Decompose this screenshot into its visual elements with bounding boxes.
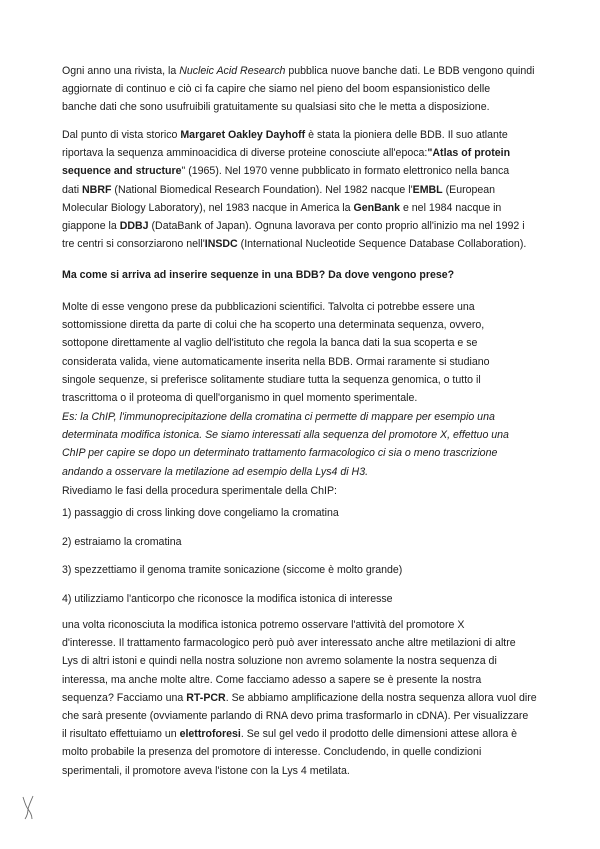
- text-line: singole sequenze, si preferisce solitamente studiare tutta la sequenza genomica, o tutto il: [62, 373, 481, 386]
- text-line: riportava la sequenza amminoacidica di diverse proteine conosciute all'epoca:"Atlas of protein: [62, 147, 511, 160]
- text-line: 3) spezzettiamo il genoma tramite sonicazione (siccome è molto grande): [62, 564, 403, 576]
- text-line: [62, 408, 558, 426]
- chip-step-1: [62, 504, 558, 522]
- handwritten-scribble-icon: [20, 795, 36, 821]
- chip-step-4: [62, 590, 558, 608]
- text-line: [62, 444, 558, 462]
- bold-term: GenBank: [353, 201, 401, 214]
- chip-step-2: [62, 533, 558, 551]
- italic-text: Es: la ChIP, l'immunoprecipitazione della cromatina ci permette di mappare per esempio una: [62, 411, 495, 423]
- text-line: Ogni anno una rivista, la Nucleic Acid Research pubblica nuove banche dati. Le BDB vengono quindi: [62, 65, 535, 77]
- bold-term: Margaret Oakley Dayhoff: [180, 129, 306, 141]
- paragraph-sources: [62, 298, 558, 407]
- text-line: Dal punto di vista storico Margaret Oakley Dayhoff è stata la pioniera delle BDB. Il suo atlante: [62, 129, 508, 141]
- bold-term: INSDC: [204, 238, 238, 251]
- text-line: banche dati che sono usufruibili gratuitamente su qualsiasi sito che le metta a disposizione.: [62, 101, 490, 114]
- text-line: dati NBRF (National Biomedical Research Foundation). Nel 1982 nacque l'EMBL (European: [62, 183, 496, 196]
- bold-term: sequence and structure: [62, 165, 182, 178]
- text-line: sottopone direttamente al vaglio dell'istituto che regola la banca dati la sua scoperta e se: [62, 337, 478, 350]
- text-line: sequenza? Facciamo una RT-PCR. Se abbiamo amplificazione della nostra sequenza allora vuol dire: [62, 691, 537, 704]
- text-line: d'interesse. Il trattamento farmacologico però può aver interessato anche altre metilazioni di altre: [62, 637, 516, 650]
- bold-term: "Atlas of protein: [427, 147, 511, 160]
- paragraph-chip-intro: [62, 482, 558, 500]
- text-line: molto probabile la presenza del promotore di interesse. Concludendo, in quelle condizioni: [62, 746, 482, 759]
- text-line: Molecular Biology Laboratory), nel 1983 nacque in America la GenBank e nel 1984 nacque in: [62, 201, 502, 214]
- italic-text: andando a osservare la metilazione ad esempio della Lys4 di H3.: [62, 465, 369, 478]
- text-line: trascrittoma o il proteoma di quell'organismo in quel momento sperimentale.: [62, 392, 418, 405]
- bold-term: EMBL: [412, 183, 443, 196]
- section-heading: Ma come si arriva ad inserire sequenze in una BDB? Da dove vengono prese?: [62, 269, 455, 281]
- text-line: [62, 426, 558, 444]
- chip-step-3: [62, 561, 558, 579]
- text-line: [62, 463, 558, 481]
- italic-text: determinata modifica istonica. Se siamo interessati alla sequenza del promotore X, effettuo una: [62, 429, 509, 442]
- text-line: Lys di altri istoni e quindi nella nostra soluzione non avremo solamente la nostra sequenza di: [62, 655, 497, 668]
- text-line: Rivediamo le fasi della procedura sperimentale della ChIP:: [62, 485, 337, 497]
- italic-text: Nucleic Acid Research: [179, 65, 286, 77]
- bold-term: NBRF: [82, 183, 112, 196]
- text-line: che sarà presente (ovviamente parlando di RNA devo prima trasformarlo in cDNA). Per visualizzare: [62, 710, 529, 723]
- text-line: considerata valida, viene automaticamente inserita nella BDB. Ormai raramente si studiano: [62, 355, 490, 368]
- text-line: una volta riconosciuta la modifica istonica potremo osservare l'attività del promotore X: [62, 619, 465, 631]
- text-line: 2) estraiamo la cromatina: [62, 536, 182, 548]
- text-line: Molte di esse vengono prese da pubblicazioni scientifici. Talvolta ci potrebbe essere una: [62, 301, 475, 313]
- text-line: 4) utilizziamo l'anticorpo che riconosce la modifica istonica di interesse: [62, 593, 393, 605]
- paragraph-conclusion: [62, 616, 558, 780]
- text-line: interessa, ma anche molte altre. Come facciamo adesso a sapere se è presente la nostra: [62, 673, 482, 686]
- text-line: sequence and structure" (1965). Nel 1970 venne pubblicato in formato elettronico nella banca: [62, 165, 510, 178]
- text-line: 1) passaggio di cross linking dove congeliamo la cromatina: [62, 507, 339, 519]
- bold-term: elettroforesi: [179, 728, 241, 741]
- text-line: sperimentali, il promotore aveva l'istone con la Lys 4 metilata.: [62, 764, 350, 777]
- bold-term: DDBJ: [119, 220, 149, 233]
- text-line: tre centri si consorziarono nell'INSDC (International Nucleotide Sequence Database Collaboration).: [62, 238, 527, 251]
- text-line: il risultato effettuiamo un elettroforesi. Se sul gel vedo il prodotto delle dimensioni attese allora è: [62, 728, 518, 741]
- text-line: aggiornate di continuo e ciò ci fa capire che siamo nel pieno del boom espansionistico delle: [62, 83, 491, 96]
- text-line: giappone la DDBJ (DataBank of Japan). Ognuna lavorava per conto proprio all'inizio ma nel 1992 i: [62, 220, 525, 233]
- bold-term: RT-PCR: [186, 691, 226, 704]
- paragraph-example: [62, 408, 558, 481]
- text-line: sottomissione diretta da parte di colui che ha scoperto una determinata sequenza, ovvero,: [62, 319, 485, 332]
- paragraph-intro: [62, 62, 558, 117]
- paragraph-history: [62, 126, 558, 253]
- italic-text: ChIP per capire se dopo un determinato trattamento farmacologico ci sia o meno trascrizione: [62, 447, 498, 460]
